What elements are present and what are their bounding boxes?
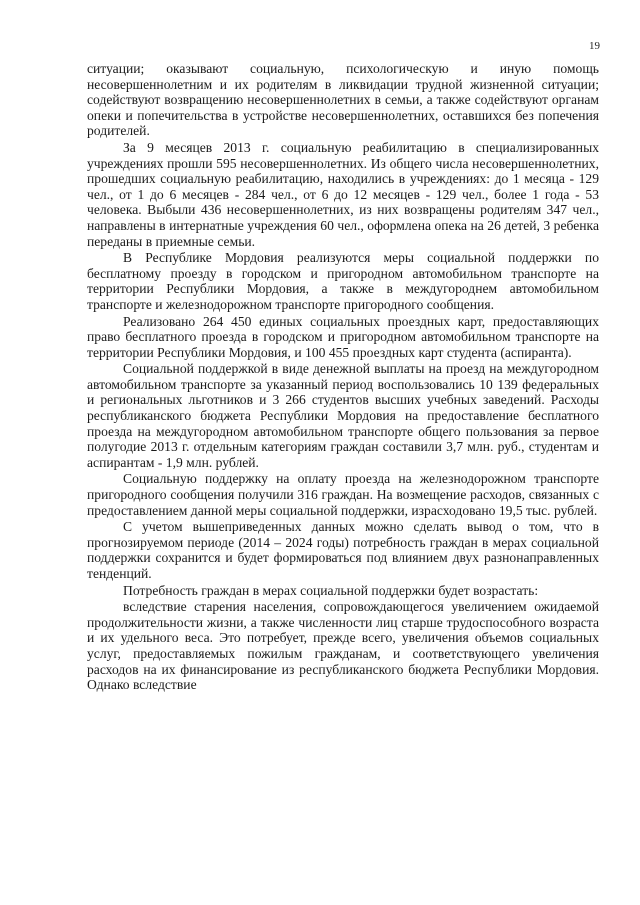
- paragraph-6: Социальную поддержку на оплату проезда на железнодорожном транспорте пригородного сообщения получили 316 граждан. На возмещение расходов, связанных с предоставлением данной меры социальной поддержки, израсходовано 19,5 тыс. рублей.: [87, 471, 599, 518]
- page-number: 19: [589, 40, 600, 52]
- paragraph-2: За 9 месяцев 2013 г. социальную реабилитацию в специализированных учреждениях прошли 595 несовершеннолетних. Из общего числа несовершеннолетних, прошедших социальную реабилитацию, находились в учреждениях: до 1 месяца - 129 чел., от 1 до 6 месяцев - 284 чел., от 6 до 12 месяцев - 129 чел., более 1 года - 53 человека. Выбыли 436 несовершеннолетних, из них возвращены родителям 347 чел., направлены в интернатные учреждения 60 чел., оформлена опека на 26 детей, 3 ребенка переданы в приемные семьи.: [87, 139, 599, 249]
- document-body: [87, 61, 599, 693]
- paragraph-3: В Республике Мордовия реализуются меры социальной поддержки по бесплатному проезду в городском и пригородном автомобильном транспорте на территории Республики Мордовия, а также в междугороднем автомобильном транспорте и железнодорожном транспорте пригородного сообщения.: [87, 250, 599, 312]
- paragraph-5: Социальной поддержкой в виде денежной выплаты на проезд на междугородном автомобильном транспорте за указанный период воспользовались 10 139 федеральных и региональных льготников и 3 266 студентов высших учебных заведений. Расходы республиканского бюджета Республики Мордовия на предоставление бесплатного проезда на междугородном автомобильном транспорте общего пользования за первое полугодие 2013 г. отдельным категориям граждан составили 3,7 млн. руб., студентам и аспирантам - 1,9 млн. рублей.: [87, 361, 599, 470]
- paragraph-8: Потребность граждан в мерах социальной поддержки будет возрастать:: [123, 582, 539, 598]
- paragraph-4: Реализовано 264 450 единых социальных проездных карт, предоставляющих право бесплатного проезда в городском и пригородном автомобильном транспорте на территории Республики Мордовия, и 100 455 проездных карт студента (аспиранта).: [87, 313, 599, 360]
- paragraph-1: ситуации; оказывают социальную, психологическую и иную помощь несовершеннолетним и их родителям в ликвидации трудной жизненной ситуации; содействуют возвращению несовершеннолетних в семьи, а также содействуют органам опеки и попечительства в устройстве несовершеннолетних, оставшихся без попечения родителей.: [87, 61, 599, 139]
- paragraph-7: С учетом вышеприведенных данных можно сделать вывод о том, что в прогнозируемом периоде (2014 – 2024 годы) потребность граждан в мерах социальной поддержки сохранится и будет формироваться под влиянием двух разнонаправленных тенденций.: [87, 519, 599, 581]
- paragraph-9: вследствие старения населения, сопровождающегося увеличением ожидаемой продолжительности жизни, а также численности лиц старше трудоспособного возраста и их удельного веса. Это потребует, прежде всего, увеличения объемов социальных услуг, предоставляемых пожилым гражданам, и соответствующего увеличения расходов на их финансирование из республиканского бюджета Республики Мордовия. Однако вследствие: [87, 599, 599, 693]
